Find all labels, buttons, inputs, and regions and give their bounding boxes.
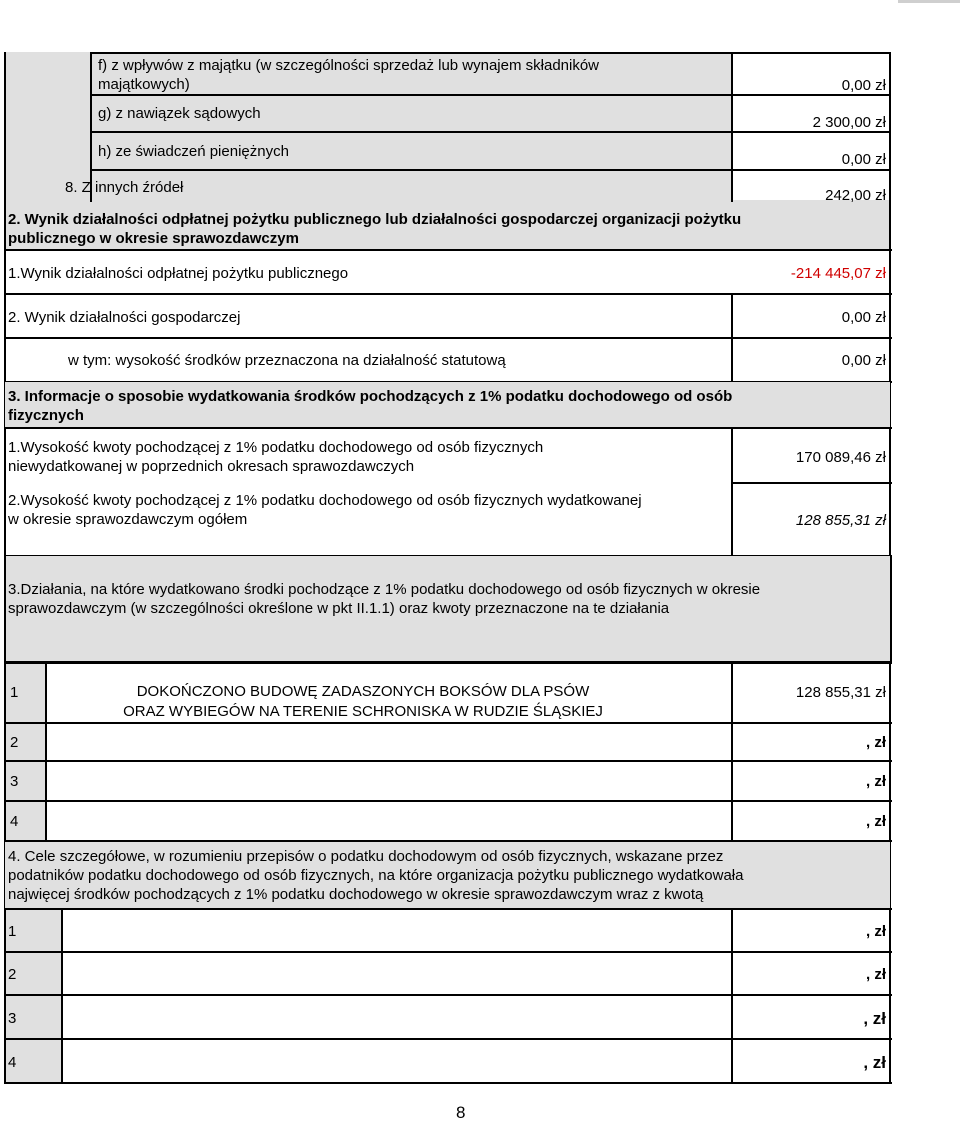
section2-row3-value: 0,00 zł [841,352,886,369]
rule [5,722,892,724]
num-column-border [61,908,63,1084]
activity-3-amount: , zł [865,773,886,790]
section2-row1-value: -214 445,07 zł [790,265,886,282]
activity-4-num: 4 [10,813,19,830]
other-sources-value: 242,00 zł [825,187,886,204]
goal-4-num: 4 [8,1054,17,1071]
activity-1-desc-line1: DOKOŃCZONO BUDOWĘ ZADASZONYCH BOKSÓW DLA PSÓW [136,683,590,700]
left-border [4,908,6,1084]
activity-1-amount: 128 855,31 zł [795,684,886,701]
activity-3-num: 3 [10,773,19,790]
income-f-value: 0,00 zł [841,77,886,94]
activity-3-desc-cell[interactable] [46,762,732,800]
activity-1-desc-line2: ORAZ WYBIEGÓW NA TERENIE SCHRONISKA W RUDZIE ŚLĄSKIEJ [123,703,603,720]
goal-2-num: 2 [8,966,17,983]
section4-heading-line2: podatników podatku dochodowego od osób fizycznych, na które organizacja pożytku publicznego wydatkowała [8,867,744,884]
income-h-value: 0,00 zł [841,151,886,168]
activity-2-amount: , zł [865,734,886,751]
section2-row2-label: 2. Wynik działalności gospodarczej [8,309,241,326]
section2-heading-line1: 2. Wynik działalności odpłatnej pożytku publicznego lub działalności gospodarczej organizacji pożytku [8,211,742,228]
section2-heading-line2: publicznego w okresie sprawozdawczym [8,230,299,247]
value-column-border [731,52,733,202]
right-border [889,52,891,556]
section4-heading-line1: 4. Cele szczegółowe, w rozumieniu przepisów o podatku dochodowym od osób fizycznych, wskazane przez [8,848,724,865]
section3-row2-label-line1: 2.Wysokość kwoty pochodzącej z 1% podatku dochodowego od osób fizycznych wydatkowanej [8,492,642,509]
income-f-label-line1: f) z wpływów z majątku (w szczególności sprzedaż lub wynajem składników [98,57,600,74]
rule [5,662,892,664]
rule [5,427,892,429]
goal-3-amount: , zł [863,1009,886,1028]
rule [5,760,892,762]
rule [5,800,892,802]
section4-heading-line3: najwięcej środków pochodzących z 1% podatku dochodowego w okresie sprawozdawczym wraz z kwotą [8,886,704,903]
rule [90,169,890,171]
rule [5,1082,892,1084]
section3-row1-value: 170 089,46 zł [795,449,886,466]
section3-actions-heading-line1: 3.Działania, na które wydatkowano środki pochodzące z 1% podatku dochodowego od osób fizycznych w okresie [8,581,761,598]
goal-2-desc-cell[interactable] [62,953,732,994]
goal-3-num: 3 [8,1010,17,1027]
left-border [4,52,6,556]
value-column-border [731,908,733,1084]
rule [5,1038,892,1040]
goal-4-desc-cell[interactable] [62,1040,732,1082]
other-sources-label: 8. Z innych źródeł [65,179,184,196]
value-column-border [731,293,733,383]
section3-heading-line1: 3. Informacje o sposobie wydatkowania środków pochodzących z 1% podatku dochodowego od osób [8,388,733,405]
rule [5,337,892,339]
goal-2-amount: , zł [865,966,886,983]
rule [5,994,892,996]
right-border [889,908,891,1084]
value-column-border [731,662,733,842]
income-h-label: h) ze świadczeń pieniężnych [98,143,289,160]
goal-3-desc-cell[interactable] [62,996,732,1038]
section2-row1-label: 1.Wynik działalności odpłatnej pożytku publicznego [8,265,349,282]
goal-1-desc-cell[interactable] [62,910,732,951]
income-g-value: 2 300,00 zł [812,114,886,131]
rule [731,482,892,484]
income-g-label: g) z nawiązek sądowych [98,105,261,122]
section3-row1-label-line2: niewydatkowanej w poprzednich okresach sprawozdawczych [8,458,415,475]
activity-4-amount: , zł [865,813,886,830]
section2-row2-value: 0,00 zł [841,309,886,326]
rule [5,293,892,295]
section3-row2-value: 128 855,31 zł [795,512,886,529]
goal-1-amount: , zł [865,923,886,940]
activity-2-desc-cell[interactable] [46,724,732,760]
top-edge-bar [898,0,960,3]
goal-1-num: 1 [8,923,17,940]
activity-4-desc-cell[interactable] [46,802,732,840]
section2-heading-fill [732,200,890,250]
activity-2-num: 2 [10,734,19,751]
value-column-border [731,427,733,557]
goal-4-amount: , zł [863,1053,886,1072]
section3-heading-line2: fizycznych [8,407,84,424]
income-f-label-line2: majątkowych) [98,76,190,93]
section3-row2-label-line2: w okresie sprawozdawczym ogółem [8,511,248,528]
section3-actions-heading-line2: sprawozdawczym (w szczególności określone w pkt II.1.1) oraz kwoty przeznaczone na te działania [8,600,670,617]
activity-1-num: 1 [10,684,19,701]
section2-row3-label: w tym: wysokość środków przeznaczona na działalność statutową [68,352,506,369]
section3-row1-label-line1: 1.Wysokość kwoty pochodzącej z 1% podatku dochodowego od osób fizycznych [8,439,544,456]
page-number: 8 [456,1103,466,1122]
rule [5,951,892,953]
rule [5,249,892,251]
rule [90,52,890,54]
